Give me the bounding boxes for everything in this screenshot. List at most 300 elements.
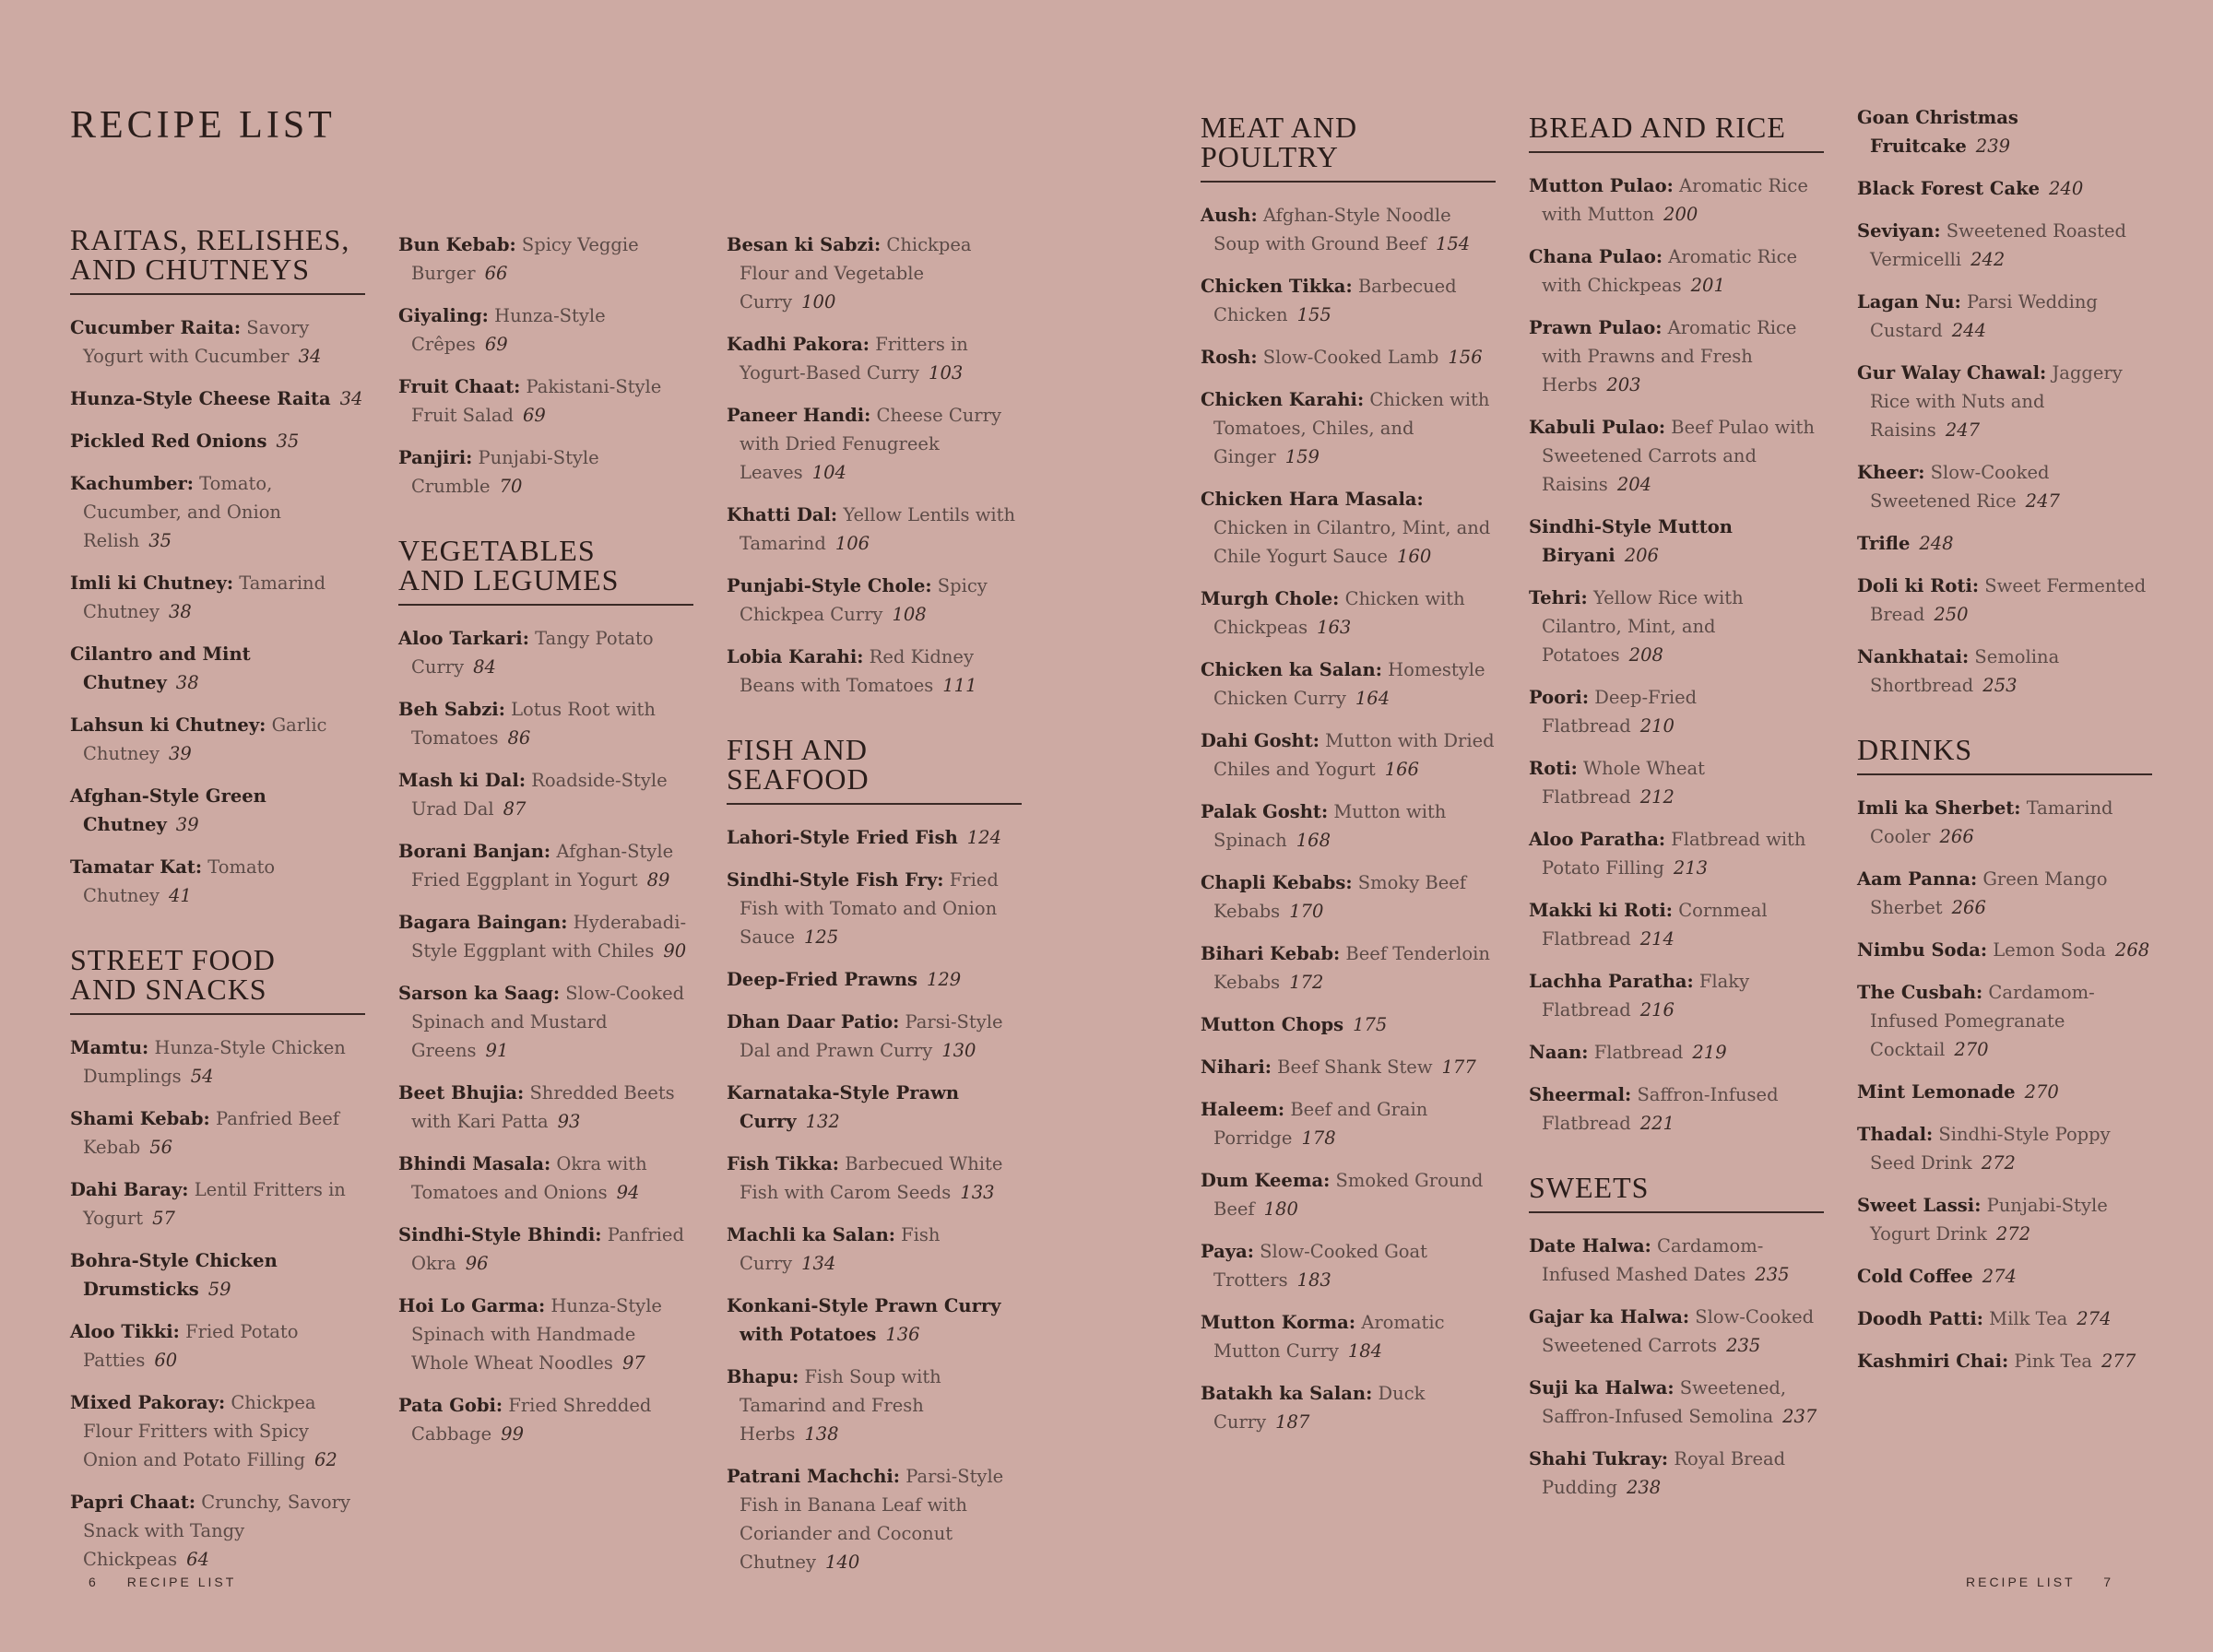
recipe-description: Fish Curry bbox=[740, 1224, 941, 1274]
recipe-name: Shahi Tukray: bbox=[1529, 1448, 1669, 1469]
recipe-name: Dhan Daar Patio: bbox=[727, 1011, 900, 1032]
recipe-page-number: 247 bbox=[1945, 419, 1981, 441]
recipe-description: Punjabi-Style Crumble bbox=[411, 447, 599, 497]
recipe-description: Parsi Wedding Custard bbox=[1870, 291, 2098, 341]
recipe-list bbox=[727, 823, 1022, 1576]
recipe-list bbox=[1201, 201, 1496, 1436]
recipe-page-number: 125 bbox=[804, 926, 839, 948]
recipe-name: Bohra-Style Chicken Drumsticks bbox=[70, 1250, 278, 1300]
recipe-page-number: 178 bbox=[1301, 1127, 1336, 1149]
recipe-name: Kachumber: bbox=[70, 473, 194, 494]
recipe-entry bbox=[70, 711, 365, 768]
recipe-page-number: 54 bbox=[190, 1066, 214, 1087]
recipe-entry bbox=[1857, 1078, 2152, 1106]
recipe-entry bbox=[727, 1008, 1022, 1065]
column-2 bbox=[398, 230, 693, 1483]
recipe-name: Lobia Karahi: bbox=[727, 646, 864, 667]
recipe-entry bbox=[70, 782, 365, 839]
recipe-page-number: 38 bbox=[169, 601, 192, 622]
recipe-entry bbox=[1201, 868, 1496, 926]
recipe-page-number: 156 bbox=[1448, 347, 1483, 368]
recipe-section bbox=[398, 230, 693, 501]
recipe-entry bbox=[1529, 413, 1824, 499]
recipe-page-number: 69 bbox=[523, 405, 546, 426]
recipe-description: Tamarind Chutney bbox=[83, 572, 326, 622]
recipe-page-number: 89 bbox=[646, 869, 670, 891]
recipe-description: Crunchy, Savory Snack with Tangy Chickpeas bbox=[83, 1492, 351, 1570]
recipe-description: Sindhi-Style Poppy Seed Drink bbox=[1870, 1124, 2111, 1174]
recipe-description: Shredded Beets with Kari Patta bbox=[411, 1082, 675, 1132]
recipe-description: Tomato, Cucumber, and Onion Relish bbox=[83, 473, 281, 551]
recipe-entry bbox=[1857, 1191, 2152, 1248]
recipe-entry bbox=[70, 469, 365, 555]
recipe-page-number: 274 bbox=[1982, 1266, 2017, 1287]
recipe-section bbox=[1529, 112, 1824, 1138]
recipe-page-number: 248 bbox=[1919, 533, 1954, 554]
recipe-page-number: 177 bbox=[1441, 1056, 1476, 1078]
recipe-name: Shami Kebab: bbox=[70, 1108, 210, 1129]
recipe-name: Chicken Karahi: bbox=[1201, 389, 1365, 410]
recipe-page-number: 155 bbox=[1296, 304, 1331, 325]
recipe-entry bbox=[1857, 288, 2152, 345]
recipe-page-number: 187 bbox=[1275, 1411, 1310, 1433]
recipe-page-number: 247 bbox=[2025, 490, 2060, 512]
recipe-page-number: 111 bbox=[942, 675, 977, 696]
recipe-section bbox=[1201, 112, 1496, 1436]
recipe-entry bbox=[1857, 103, 2152, 160]
recipe-name: Cucumber Raita: bbox=[70, 317, 242, 338]
column-5 bbox=[1529, 112, 1824, 1537]
recipe-name: Chapli Kebabs: bbox=[1201, 872, 1353, 893]
footer-right bbox=[1966, 1575, 2136, 1589]
recipe-entry bbox=[1201, 1166, 1496, 1223]
recipe-page-number: 66 bbox=[484, 263, 508, 284]
recipe-name: Doodh Patti: bbox=[1857, 1308, 1983, 1329]
recipe-page-number: 216 bbox=[1639, 999, 1675, 1021]
recipe-page-number: 235 bbox=[1755, 1264, 1790, 1285]
recipe-entry bbox=[727, 572, 1022, 629]
recipe-name: Chicken ka Salan: bbox=[1201, 659, 1382, 680]
recipe-entry bbox=[727, 330, 1022, 387]
recipe-page-number: 164 bbox=[1355, 688, 1391, 709]
recipe-name: Machli ka Salan: bbox=[727, 1224, 895, 1245]
recipe-page-number: 183 bbox=[1296, 1269, 1331, 1291]
recipe-name: Aush: bbox=[1201, 205, 1258, 226]
recipe-entry bbox=[1201, 343, 1496, 372]
recipe-entry bbox=[70, 853, 365, 910]
recipe-name: Lagan Nu: bbox=[1857, 291, 1961, 313]
recipe-page-number: 34 bbox=[339, 388, 363, 409]
recipe-name: Poori: bbox=[1529, 687, 1590, 708]
recipe-description: Aromatic Rice with Chickpeas bbox=[1542, 246, 1798, 296]
recipe-page-number: 70 bbox=[499, 476, 523, 497]
recipe-name: Sindhi-Style Fish Fry: bbox=[727, 869, 944, 891]
recipe-name: Gajar ka Halwa: bbox=[1529, 1306, 1690, 1328]
recipe-name: Pata Gobi: bbox=[398, 1395, 503, 1416]
recipe-page-number: 266 bbox=[1939, 826, 1974, 847]
recipe-name: Bhindi Masala: bbox=[398, 1153, 551, 1174]
recipe-description: Chickpea Flour Fritters with Spicy Onion and Potato Filling bbox=[83, 1392, 316, 1470]
recipe-name: Dum Keema: bbox=[1201, 1170, 1331, 1191]
recipe-page-number: 170 bbox=[1289, 901, 1324, 922]
recipe-entry bbox=[1201, 1379, 1496, 1436]
recipe-entry bbox=[1857, 865, 2152, 922]
recipe-name: Patrani Machchi: bbox=[727, 1466, 900, 1487]
recipe-list bbox=[1857, 794, 2152, 1375]
running-head-left: RECIPE LIST bbox=[126, 1575, 237, 1589]
recipe-entry bbox=[398, 301, 693, 359]
recipe-entry bbox=[1201, 385, 1496, 471]
recipe-page-number: 274 bbox=[2077, 1308, 2112, 1329]
recipe-page-number: 140 bbox=[825, 1552, 860, 1573]
recipe-name: Mixed Pakoray: bbox=[70, 1392, 226, 1413]
recipe-section bbox=[727, 230, 1022, 700]
recipe-page-number: 163 bbox=[1317, 617, 1352, 638]
recipe-page-number: 238 bbox=[1626, 1477, 1662, 1498]
recipe-page-number: 203 bbox=[1606, 374, 1641, 395]
recipe-page-number: 106 bbox=[834, 533, 870, 554]
recipe-name: Punjabi-Style Chole: bbox=[727, 575, 932, 596]
recipe-description: Afghan-Style Fried Eggplant in Yogurt bbox=[411, 841, 674, 891]
recipe-description: Aromatic Rice with Mutton bbox=[1542, 175, 1808, 225]
recipe-list bbox=[1857, 103, 2152, 700]
recipe-page-number: 270 bbox=[2024, 1081, 2059, 1103]
recipe-entry bbox=[70, 1388, 365, 1474]
recipe-entry bbox=[727, 965, 1022, 994]
recipe-description: Yellow Rice with Cilantro, Mint, and Potatoes bbox=[1542, 587, 1744, 666]
recipe-page-number: 239 bbox=[1975, 136, 2011, 157]
recipe-page-number: 39 bbox=[175, 814, 199, 835]
recipe-description: Flatbread bbox=[1593, 1042, 1684, 1063]
recipe-description: Chicken with Chickpeas bbox=[1213, 588, 1465, 638]
recipe-description: Beef Shank Stew bbox=[1277, 1056, 1433, 1078]
recipe-description: Aromatic Mutton Curry bbox=[1213, 1312, 1445, 1362]
recipe-entry bbox=[398, 1079, 693, 1136]
recipe-entry bbox=[1529, 1232, 1824, 1289]
recipe-description: Sweet Fermented Bread bbox=[1870, 575, 2147, 625]
recipe-section bbox=[398, 536, 693, 1448]
recipe-entry bbox=[70, 313, 365, 371]
recipe-name: Chicken Hara Masala: bbox=[1201, 489, 1424, 510]
recipe-entry bbox=[1529, 683, 1824, 740]
recipe-page-number: 129 bbox=[926, 969, 962, 990]
recipe-page-number: 159 bbox=[1284, 446, 1320, 467]
recipe-section bbox=[70, 945, 365, 1574]
recipe-description: Parsi-Style Dal and Prawn Curry bbox=[740, 1011, 1003, 1061]
recipe-name: Cilantro and Mint Chutney bbox=[70, 643, 251, 693]
recipe-entry bbox=[1529, 584, 1824, 669]
recipe-description: Beef and Grain Porridge bbox=[1213, 1099, 1428, 1149]
recipe-page-number: 38 bbox=[175, 672, 199, 693]
recipe-name: Paya: bbox=[1201, 1241, 1254, 1262]
recipe-description: Mutton with Spinach bbox=[1213, 801, 1447, 851]
recipe-section bbox=[1857, 103, 2152, 700]
recipe-entry bbox=[1529, 967, 1824, 1024]
recipe-entry bbox=[70, 1175, 365, 1233]
recipe-name: Black Forest Cake bbox=[1857, 178, 2041, 199]
recipe-description: Slow-Cooked Sweetened Rice bbox=[1870, 462, 2050, 512]
recipe-page-number: 166 bbox=[1384, 759, 1419, 780]
recipe-entry bbox=[1857, 1347, 2152, 1375]
recipe-entry bbox=[70, 384, 365, 413]
recipe-description: Beef Pulao with Sweetened Carrots and Raisins bbox=[1542, 417, 1815, 495]
recipe-page-number: 39 bbox=[169, 743, 192, 764]
recipe-page-number: 100 bbox=[801, 291, 836, 313]
recipe-page-number: 97 bbox=[621, 1352, 645, 1374]
recipe-name: Imli ki Chutney: bbox=[70, 572, 234, 594]
recipe-section bbox=[727, 735, 1022, 1576]
recipe-name: Kashmiri Chai: bbox=[1857, 1351, 2009, 1372]
recipe-page-number: 160 bbox=[1397, 546, 1432, 567]
recipe-name: Lahori-Style Fried Fish bbox=[727, 827, 958, 848]
recipe-name: Trifle bbox=[1857, 533, 1911, 554]
recipe-entry bbox=[70, 640, 365, 697]
recipe-page-number: 59 bbox=[207, 1279, 231, 1300]
recipe-description: Milk Tea bbox=[1989, 1308, 2068, 1329]
recipe-description: Green Mango Sherbet bbox=[1870, 868, 2108, 918]
recipe-description: Sweetened Roasted Vermicelli bbox=[1870, 220, 2126, 270]
recipe-description: Fried Potato Patties bbox=[83, 1321, 299, 1371]
recipe-entry bbox=[1529, 825, 1824, 882]
recipe-section bbox=[1857, 735, 2152, 1375]
recipe-description: Yellow Lentils with Tamarind bbox=[740, 504, 1016, 554]
recipe-entry bbox=[398, 979, 693, 1065]
recipe-list bbox=[70, 313, 365, 910]
recipe-name: Lachha Paratha: bbox=[1529, 971, 1694, 992]
section-heading: MEAT AND POULTRY bbox=[1201, 112, 1496, 183]
recipe-page-number: 221 bbox=[1639, 1113, 1675, 1134]
recipe-name: Aloo Tarkari: bbox=[398, 628, 529, 649]
recipe-description: Lemon Soda bbox=[1993, 939, 2106, 961]
recipe-entry bbox=[727, 866, 1022, 951]
recipe-name: Mutton Chops bbox=[1201, 1014, 1344, 1035]
recipe-page-number: 133 bbox=[960, 1182, 995, 1203]
recipe-description: Beef Tenderloin Kebabs bbox=[1213, 943, 1490, 993]
recipe-name: Kabuli Pulao: bbox=[1529, 417, 1666, 438]
recipe-name: Mash ki Dal: bbox=[398, 770, 527, 791]
recipe-page-number: 56 bbox=[149, 1137, 173, 1158]
recipe-page-number: 208 bbox=[1628, 644, 1663, 666]
recipe-name: Fruit Chaat: bbox=[398, 376, 521, 397]
recipe-name: Batakh ka Salan: bbox=[1201, 1383, 1373, 1404]
recipe-list bbox=[727, 230, 1022, 700]
recipe-page-number: 64 bbox=[186, 1549, 209, 1570]
recipe-page-number: 35 bbox=[148, 530, 172, 551]
recipe-description: Aromatic Rice with Prawns and Fresh Herbs bbox=[1542, 317, 1797, 395]
recipe-page-number: 35 bbox=[276, 431, 300, 452]
recipe-name: Giyaling: bbox=[398, 305, 489, 326]
section-heading: FISH AND SEAFOOD bbox=[727, 735, 1022, 805]
recipe-page-number: 138 bbox=[804, 1423, 839, 1445]
recipe-page-number: 270 bbox=[1954, 1039, 1989, 1060]
recipe-name: Chicken Tikka: bbox=[1201, 276, 1353, 297]
recipe-page-number: 200 bbox=[1663, 204, 1698, 225]
recipe-page-number: 242 bbox=[1970, 249, 2006, 270]
recipe-description: Flatbread with Potato Filling bbox=[1542, 829, 1806, 879]
recipe-entry bbox=[70, 1104, 365, 1162]
recipe-description: Tangy Potato Curry bbox=[411, 628, 654, 678]
recipe-description: Slow-Cooked Sweetened Carrots bbox=[1542, 1306, 1815, 1356]
recipe-description: Slow-Cooked Spinach and Mustard Greens bbox=[411, 983, 685, 1061]
recipe-entry bbox=[727, 1221, 1022, 1278]
recipe-entry bbox=[1201, 584, 1496, 642]
recipe-entry bbox=[398, 908, 693, 965]
recipe-description: Cardamom-Infused Pomegranate Cocktail bbox=[1870, 982, 2095, 1060]
recipe-name: Khatti Dal: bbox=[727, 504, 838, 525]
recipe-name: Sweet Lassi: bbox=[1857, 1195, 1982, 1216]
recipe-name: Lahsun ki Chutney: bbox=[70, 714, 266, 736]
recipe-entry bbox=[1529, 242, 1824, 300]
recipe-entry bbox=[398, 1292, 693, 1377]
recipe-name: Panjiri: bbox=[398, 447, 473, 468]
recipe-entry bbox=[1857, 359, 2152, 444]
recipe-entry bbox=[1857, 1262, 2152, 1291]
recipe-page-number: 244 bbox=[1951, 320, 1986, 341]
recipe-description: Red Kidney Beans with Tomatoes bbox=[740, 646, 974, 696]
section-heading: RAITAS, RELISHES, AND CHUTNEYS bbox=[70, 225, 365, 295]
recipe-page-number: 272 bbox=[1981, 1152, 2016, 1174]
recipe-entry bbox=[1201, 797, 1496, 855]
recipe-entry bbox=[727, 501, 1022, 558]
recipe-entry bbox=[1529, 896, 1824, 953]
running-head-right: RECIPE LIST bbox=[1966, 1575, 2076, 1589]
recipe-description: Saffron-Infused Flatbread bbox=[1542, 1084, 1779, 1134]
recipe-name: Kadhi Pakora: bbox=[727, 334, 870, 355]
recipe-name: Prawn Pulao: bbox=[1529, 317, 1663, 338]
recipe-entry bbox=[727, 230, 1022, 316]
recipe-page-number: 34 bbox=[298, 346, 322, 367]
recipe-page-number: 57 bbox=[152, 1208, 175, 1229]
recipe-name: Murgh Chole: bbox=[1201, 588, 1340, 609]
recipe-name: Suji ka Halwa: bbox=[1529, 1377, 1675, 1398]
recipe-entry bbox=[1201, 272, 1496, 329]
recipe-page-number: 268 bbox=[2114, 939, 2150, 961]
recipe-name: Seviyan: bbox=[1857, 220, 1941, 242]
recipe-page-number: 240 bbox=[2049, 178, 2084, 199]
recipe-entry bbox=[1529, 1445, 1824, 1502]
recipe-description: Slow-Cooked Lamb bbox=[1262, 347, 1439, 368]
recipe-name: Bun Kebab: bbox=[398, 234, 516, 255]
recipe-entry bbox=[1857, 217, 2152, 274]
recipe-page-number: 104 bbox=[811, 462, 846, 483]
recipe-description: Pakistani-Style Fruit Salad bbox=[411, 376, 662, 426]
recipe-entry bbox=[1529, 754, 1824, 811]
recipe-page-number: 168 bbox=[1296, 830, 1331, 851]
recipe-entry bbox=[727, 1462, 1022, 1576]
recipe-description: Spicy Chickpea Curry bbox=[740, 575, 988, 625]
recipe-entry bbox=[1857, 529, 2152, 558]
recipe-description: Hyderabadi-Style Eggplant with Chiles bbox=[411, 912, 687, 962]
page-number-right: 7 bbox=[2103, 1575, 2114, 1589]
recipe-page-number: 210 bbox=[1639, 715, 1675, 737]
recipe-description: Cheese Curry with Dried Fenugreek Leaves bbox=[740, 405, 1001, 483]
recipe-name: The Cusbah: bbox=[1857, 982, 1983, 1003]
recipe-entry bbox=[1529, 1374, 1824, 1431]
recipe-description: Cornmeal Flatbread bbox=[1542, 900, 1768, 950]
recipe-description: Semolina Shortbread bbox=[1870, 646, 2060, 696]
recipe-description: Savory Yogurt with Cucumber bbox=[83, 317, 310, 367]
recipe-name: Tehri: bbox=[1529, 587, 1588, 608]
recipe-entry bbox=[1857, 936, 2152, 964]
recipe-description: Slow-Cooked Goat Trotters bbox=[1213, 1241, 1427, 1291]
recipe-description: Homestyle Chicken Curry bbox=[1213, 659, 1485, 709]
recipe-page-number: 277 bbox=[2101, 1351, 2136, 1372]
column-3 bbox=[727, 230, 1022, 1611]
recipe-page-number: 204 bbox=[1616, 474, 1652, 495]
recipe-name: Roti: bbox=[1529, 758, 1578, 779]
recipe-description: Lentil Fritters in Yogurt bbox=[83, 1179, 346, 1229]
page-title: RECIPE LIST bbox=[70, 104, 336, 147]
recipe-page-number: 99 bbox=[501, 1423, 524, 1445]
recipe-page-number: 86 bbox=[507, 727, 531, 749]
recipe-entry bbox=[727, 643, 1022, 700]
recipe-entry bbox=[70, 1246, 365, 1304]
recipe-list bbox=[398, 230, 693, 501]
recipe-name: Sarson ka Saag: bbox=[398, 983, 561, 1004]
recipe-description: Roadside-Style Urad Dal bbox=[411, 770, 668, 820]
recipe-entry bbox=[398, 230, 693, 288]
recipe-name: Hoi Lo Garma: bbox=[398, 1295, 546, 1316]
recipe-entry bbox=[398, 443, 693, 501]
recipe-page-number: 136 bbox=[885, 1324, 920, 1345]
recipe-entry bbox=[1201, 726, 1496, 784]
recipe-name: Mutton Korma: bbox=[1201, 1312, 1356, 1333]
recipe-entry bbox=[398, 1221, 693, 1278]
recipe-page-number: 235 bbox=[1726, 1335, 1761, 1356]
recipe-description: Flaky Flatbread bbox=[1542, 971, 1750, 1021]
recipe-name: Borani Banjan: bbox=[398, 841, 551, 862]
recipe-name: Cold Coffee bbox=[1857, 1266, 1973, 1287]
recipe-page-number: 180 bbox=[1263, 1198, 1298, 1220]
recipe-description: Chickpea Flour and Vegetable Curry bbox=[740, 234, 972, 313]
recipe-entry bbox=[1201, 1095, 1496, 1152]
recipe-page-number: 213 bbox=[1673, 857, 1709, 879]
recipe-entry bbox=[1201, 1010, 1496, 1039]
recipe-name: Beh Sabzi: bbox=[398, 699, 505, 720]
recipe-page-number: 94 bbox=[616, 1182, 640, 1203]
recipe-page-number: 130 bbox=[941, 1040, 976, 1061]
recipe-description: Panfried Okra bbox=[411, 1224, 684, 1274]
recipe-name: Sindhi-Style Mutton Biryani bbox=[1529, 516, 1733, 566]
recipe-name: Nankhatai: bbox=[1857, 646, 1970, 667]
recipe-name: Thadal: bbox=[1857, 1124, 1934, 1145]
recipe-name: Aam Panna: bbox=[1857, 868, 1978, 890]
recipe-description: Barbecued Chicken bbox=[1213, 276, 1457, 325]
recipe-description: Afghan-Style Noodle Soup with Ground Beef bbox=[1213, 205, 1451, 254]
recipe-page-number: 91 bbox=[485, 1040, 509, 1061]
recipe-entry bbox=[1201, 1053, 1496, 1081]
recipe-page-number: 62 bbox=[314, 1449, 337, 1470]
recipe-entry bbox=[1529, 171, 1824, 229]
recipe-entry bbox=[70, 1033, 365, 1091]
recipe-page-number: 103 bbox=[929, 362, 964, 384]
recipe-entry bbox=[1201, 939, 1496, 997]
recipe-description: Smoky Beef Kebabs bbox=[1213, 872, 1467, 922]
recipe-name: Mutton Pulao: bbox=[1529, 175, 1674, 196]
recipe-entry bbox=[1529, 513, 1824, 570]
section-heading: STREET FOOD AND SNACKS bbox=[70, 945, 365, 1015]
recipe-entry bbox=[1529, 313, 1824, 399]
section-heading: VEGETABLES AND LEGUMES bbox=[398, 536, 693, 606]
recipe-description: Lotus Root with Tomatoes bbox=[411, 699, 656, 749]
recipe-name: Rosh: bbox=[1201, 347, 1258, 368]
recipe-name: Mamtu: bbox=[70, 1037, 149, 1058]
recipe-description: Panfried Beef Kebab bbox=[83, 1108, 340, 1158]
recipe-page-number: 206 bbox=[1624, 545, 1659, 566]
recipe-description: Chicken in Cilantro, Mint, and Chile Yogurt Sauce bbox=[1213, 517, 1491, 567]
recipe-entry bbox=[398, 372, 693, 430]
recipe-name: Besan ki Sabzi: bbox=[727, 234, 882, 255]
